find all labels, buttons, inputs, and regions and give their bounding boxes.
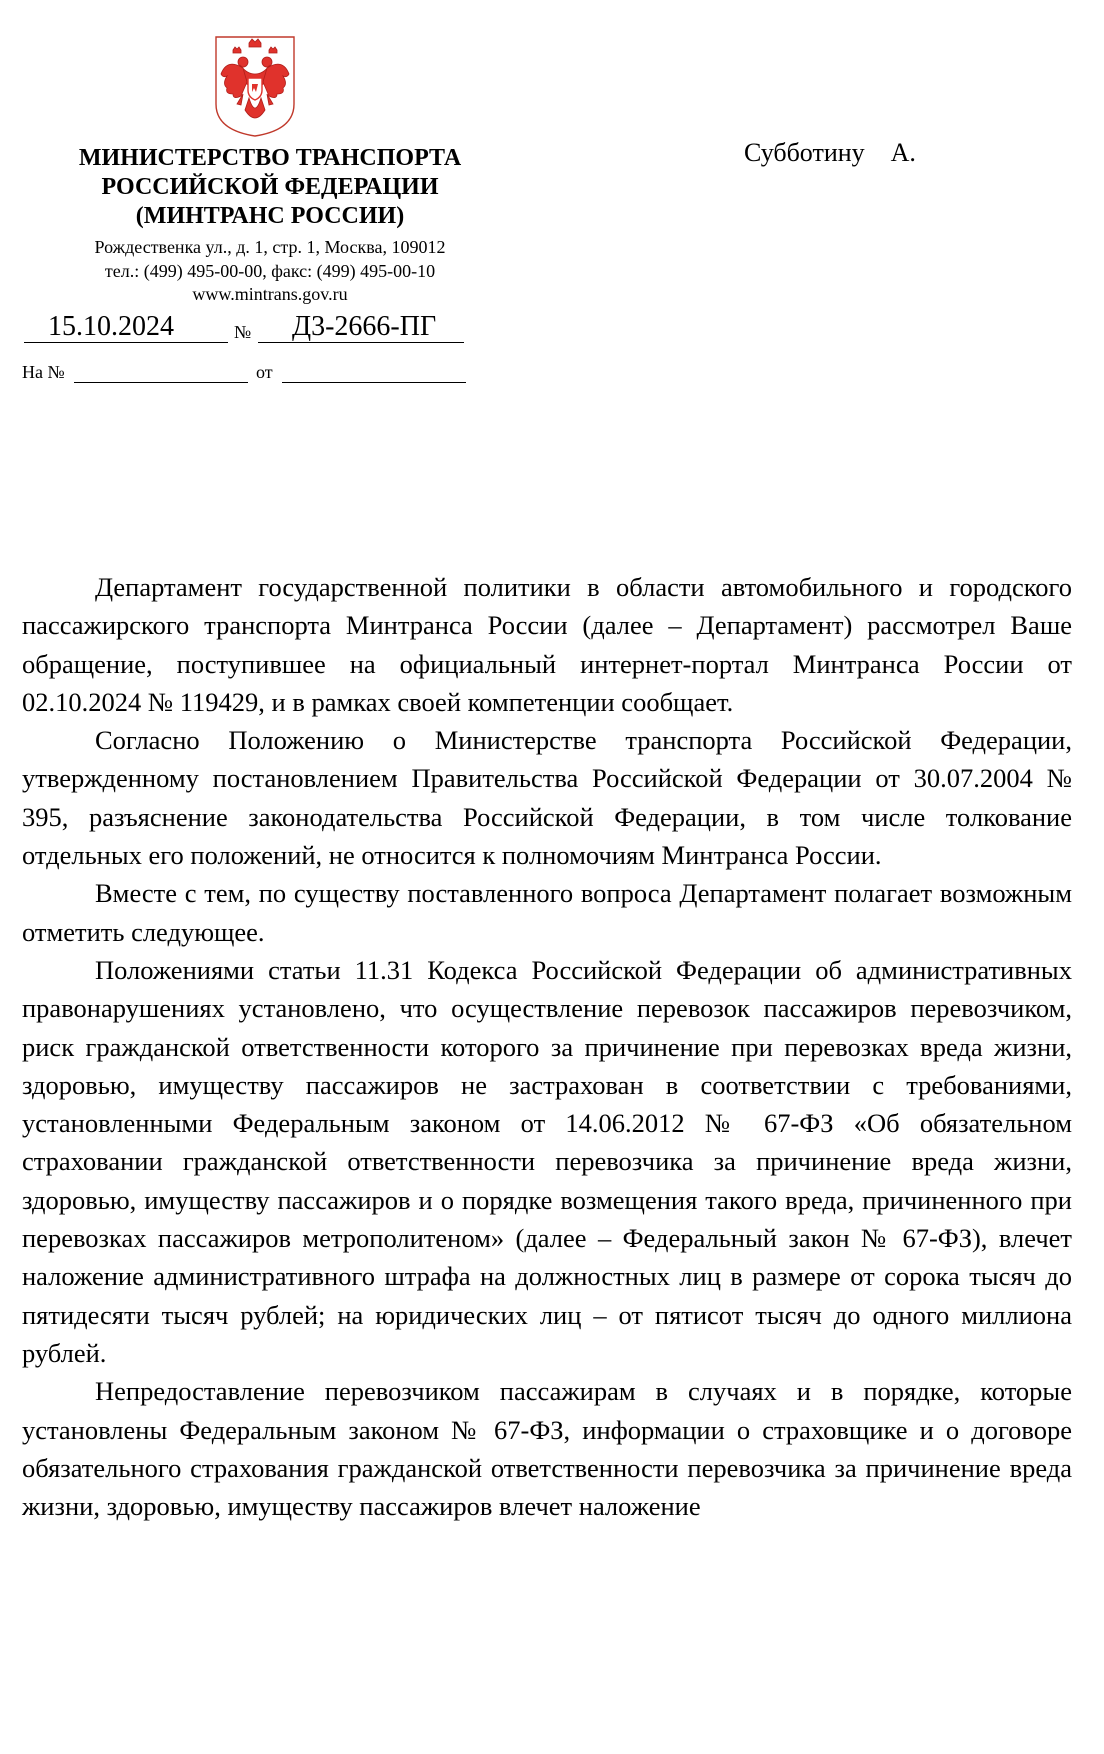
ministry-name-line-1: МИНИСТЕРСТВО ТРАНСПОРТА <box>78 145 462 171</box>
body-paragraph: Департамент государственной политики в области автомобильного и городского пассажирского транспорта Минтранса России (далее – Департамент) рассмотрел Ваше обращение, поступившее на официальный интернет-портал Минтранса России от 02.10.2024 № 119429, и в рамках своей компетенции сообщает. <box>22 572 1072 717</box>
body-paragraph: Непредоставление перевозчиком пассажирам в случаях и в порядке, которые установлены Федеральным законом № 67-ФЗ, информации о страховщике и о договоре обязательного страхования гражданской ответственности перевозчика за причинение вреда жизни, здоровью, имуществу пассажиров влечет наложение <box>22 1376 1072 1522</box>
reference-date-blank <box>282 360 466 383</box>
registration-number: Д3-2666-ПГ <box>258 310 464 343</box>
ministry-name-line-2: РОССИЙСКОЙ ФЕДЕРАЦИИ <box>101 174 439 200</box>
reference-number-label: На № <box>22 362 65 382</box>
body-paragraph: Согласно Положению о Министерстве транспорта Российской Федерации, утвержденному постановлением Правительства Российской Федерации от 30.07.2004 № 395, разъяснение законодательства Российской Федерации, в том числе толкование отдельных его положений, не относится к полномочиям Минтранса России. <box>22 725 1072 871</box>
reference-from-label: от <box>256 362 273 382</box>
ministry-phone-fax: тел.: (499) 495-00-00, факс: (499) 495-00-10 <box>104 260 436 281</box>
registration-date: 15.10.2024 <box>24 310 228 343</box>
body-paragraph: Положениями статьи 11.31 Кодекса Российской Федерации об административных правонарушениях установлено, что осуществление перевозок пассажиров перевозчиком, риск гражданской ответственности которого за причинение при перевозках вреда жизни, здоровью, имуществу пассажиров не застрахован в соответствии с требованиями, установленными Федеральным законом от 14.06.2012 № 67-ФЗ «Об обязательном страховании гражданской ответственности перевозчика за причинение вреда жизни, здоровью, имуществу пассажиров и о порядке возмещения такого вреда, причиненного при перевозках пассажиров метрополитеном» (далее – Федеральный закон № 67-ФЗ), влечет наложение административного штрафа на должностных лиц в размере от сорока тысяч до пятидесяти тысяч рублей; на юридических лиц – от пятисот тысяч до одного миллиона рублей. <box>22 954 1072 1368</box>
ministry-name <box>30 144 510 231</box>
addressee-name: Субботину А. <box>744 138 916 167</box>
registration-number-label: № <box>234 322 252 342</box>
russian-coat-of-arms-icon <box>213 34 297 138</box>
ministry-name-line-3: (МИНТРАНС РОССИИ) <box>135 203 405 229</box>
ministry-website: www.mintrans.gov.ru <box>192 284 348 304</box>
body-paragraph: Вместе с тем, по существу поставленного вопроса Департамент полагает возможным отметить следующее. <box>22 878 1072 947</box>
ministry-address: Рождественка ул., д. 1, стр. 1, Москва, 109012 <box>94 237 446 257</box>
ministry-contacts <box>30 236 510 307</box>
letter-body <box>22 568 1072 1525</box>
reference-number-blank <box>74 360 248 383</box>
